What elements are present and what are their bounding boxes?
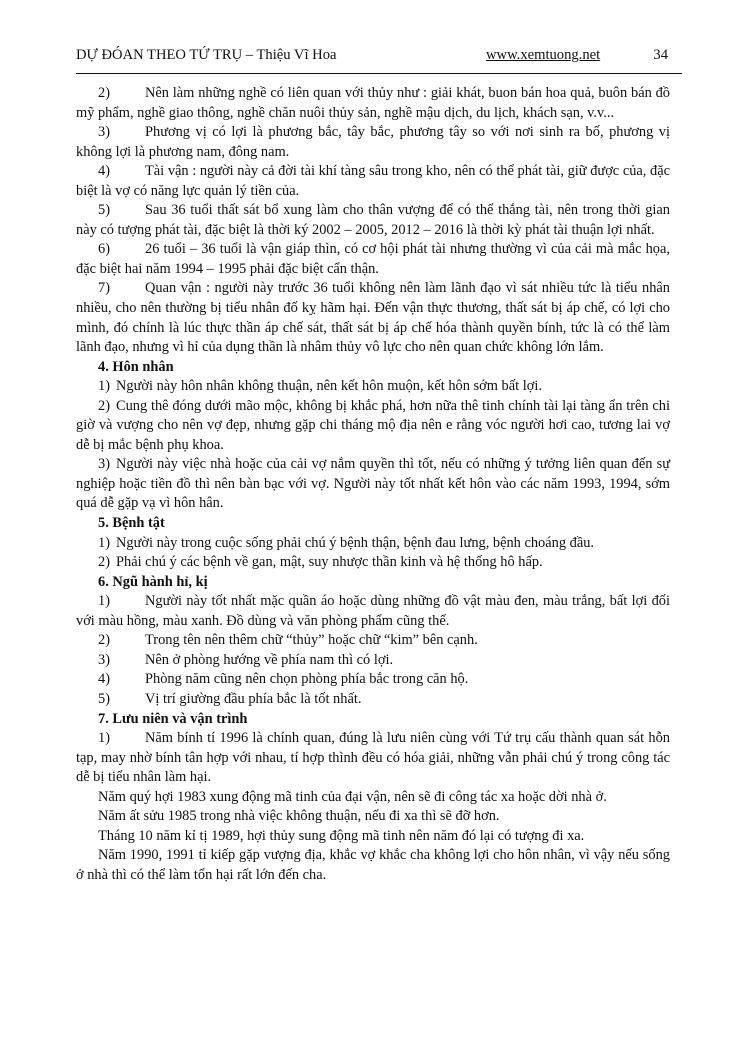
item-text: Tài vận : người này cả đời tài khí tàng sâu trong kho, nên có thể phát tài, giữ được của, đặc biệt là vợ có năng lực quản lý tiền của. — [76, 163, 670, 199]
list-item — [76, 455, 670, 514]
item-text: Người này trong cuộc sống phải chú ý bệnh thận, bệnh đau lưng, bệnh choáng đầu. — [116, 534, 595, 551]
section-heading-hon-nhan: 4. Hôn nhân — [98, 358, 174, 375]
item-number: 1) — [98, 378, 110, 395]
item-text: Nên ở phòng hướng về phía nam thì có lợi. — [145, 651, 394, 668]
item-number: 3) — [98, 651, 110, 668]
section-heading-benh-tat: 5. Bệnh tật — [98, 515, 165, 532]
item-number: 7) — [98, 280, 110, 297]
list-item — [76, 162, 670, 201]
item-number: 5) — [98, 690, 110, 707]
list-item — [76, 377, 670, 397]
item-text: Quan vận : người này trước 36 tuổi không nên làm lãnh đạo vì sát nhiều tức là tiểu nhân nhiều, cho nên thường bị tiểu nhân đố kỵ hãm hại. Đến vận thực thương, thất sát bị áp chế, có lợi cho mình, đó chính là lúc thực thần áp chế sát, thất sát bị áp chế hóa thành quyền bính, tức là có thể làm lãnh đạo, nhưng vì hỉ của dụng thần là nhâm thủy vô lực cho nên quan chức không lớn lắm. — [76, 280, 670, 356]
website-link[interactable]: www.xemtuong.net — [486, 47, 601, 63]
section-heading-luu-nien: 7. Lưu niên và vận trình — [98, 710, 248, 727]
list-item — [76, 670, 670, 690]
paragraph: Tháng 10 năm kỉ tị 1989, hợi thủy sung động mã tinh nên năm đó lại có tượng đi xa. — [98, 827, 585, 844]
item-number: 6) — [98, 241, 110, 258]
list-item — [76, 201, 670, 240]
item-text: Người này việc nhà hoặc của cải vợ nắm quyền thì tốt, nếu có những ý tưởng liên quan đến sự nghiệp hoặc tiền đồ thì nên bàn bạc với vợ. Người này tốt nhất kết hôn vào các năm 1993, 1994, sớm quá dễ gặp vạ vì hôn hân. — [76, 456, 670, 512]
list-item — [76, 397, 670, 456]
item-number: 4) — [98, 671, 110, 688]
item-number: 2) — [98, 85, 110, 101]
list-item — [76, 690, 670, 710]
item-text: Cung thê đóng dưới mão mộc, không bị khắc phá, hơn nữa thê tinh chính tài lại tàng ẩn trên chi giờ và vượng cho nên vợ đẹp, nhưng gặp chi tháng mộ địa nên e rằng vóc người hơi cao, tương lai vợ dễ bị mắc bệnh phụ khoa. — [76, 397, 670, 453]
list-item — [76, 592, 670, 631]
item-number: 4) — [98, 163, 110, 180]
item-text: Phương vị có lợi là phương bắc, tây bắc, phương tây so với nơi sinh ra bố, phương vị không lợi là phương nam, đông nam. — [76, 124, 670, 160]
item-number: 3) — [98, 124, 110, 141]
item-text: Phải chú ý các bệnh về gan, mật, suy nhược thần kinh và hệ thống hô hấp. — [116, 554, 543, 571]
item-text: Trong tên nên thêm chữ “thủy” hoặc chữ “kim” bên cạnh. — [145, 632, 478, 649]
item-number: 5) — [98, 202, 110, 219]
list-item — [76, 279, 670, 357]
item-number: 1) — [98, 534, 110, 551]
section-heading-ngu-hanh: 6. Ngũ hành hỉ, kị — [98, 573, 208, 590]
page-header — [76, 45, 682, 74]
item-text: Nên làm những nghề có liên quan với thủy như : giải khát, buon bán hoa quả, buôn bán đồ mỹ phẩm, nghề giao thông, nghề chăn nuôi thủy sản, nghề mậu dịch, du lịch, khách sạn, v.v... — [76, 85, 670, 121]
item-number: 2) — [98, 554, 110, 571]
list-item — [76, 729, 670, 788]
paragraph: Năm 1990, 1991 tỉ kiếp gặp vượng địa, khắc vợ khắc cha không lợi cho hôn nhân, vì vậy nếu sống ở nhà thì có thể làm tổn hại rất lớn đến cha. — [76, 847, 670, 883]
item-text: Vị trí giường đầu phía bắc là tốt nhất. — [145, 690, 362, 707]
paragraph: Năm ất sửu 1985 trong nhà việc không thuận, nếu đi xa thì sẽ đỡ hơn. — [98, 808, 500, 825]
item-text: Người này hôn nhân không thuận, nên kết hôn muộn, kết hôn sớm bất lợi. — [116, 378, 542, 395]
item-number: 2) — [98, 632, 110, 649]
page-body — [76, 84, 670, 885]
item-text: Người này tốt nhất mặc quần áo hoặc dùng những đồ vật màu đen, màu trắng, bất lợi đối với màu hồng, màu xanh. Đồ dùng và văn phòng phẩm cũng thế. — [76, 593, 670, 629]
document-title: DỰ ĐÓAN THEO TỨ TRỤ – Thiệu Vĩ Hoa — [76, 47, 337, 63]
list-item — [76, 631, 670, 651]
list-item — [76, 534, 670, 554]
list-item — [76, 84, 670, 123]
paragraph: Năm quý hợi 1983 xung động mã tinh của đại vận, nên sẽ đi công tác xa hoặc dời nhà ở. — [98, 788, 607, 805]
item-number: 1) — [98, 730, 110, 747]
item-text: Sau 36 tuổi thất sát bổ xung làm cho thân vượng để có thể thắng tài, nên trong thời gian này có tượng phát tài, đặc biệt là thời ký 2002 – 2005, 2012 – 2016 là thời kỳ phát tài thuận lợi nhất. — [76, 202, 670, 238]
item-text: Phòng năm cũng nên chọn phòng phía bắc trong căn hộ. — [145, 671, 469, 688]
item-text: Năm bính tí 1996 là chính quan, đúng là lưu niên cùng với Tứ trụ cấu thành quan sát hỗn tạp, may nhờ bính tân hợp với nhau, tí hợp thình đều có hóa giải, những vẫn phải chú ý trong công tác dễ bị tiểu nhân làm hại. — [76, 730, 670, 786]
item-number: 2) — [98, 397, 110, 414]
page-number: 34 — [653, 47, 668, 63]
list-item — [76, 651, 670, 671]
list-item — [76, 240, 670, 279]
item-text: 26 tuổi – 36 tuổi là vận giáp thìn, có cơ hội phát tài nhưng thường vì của cải mà mắc họa, đặc biệt hai năm 1994 – 1995 phải đặc biệt cẩn thận. — [76, 241, 670, 277]
list-item — [76, 553, 670, 573]
item-number: 3) — [98, 456, 110, 473]
list-item — [76, 123, 670, 162]
item-number: 1) — [98, 593, 110, 610]
